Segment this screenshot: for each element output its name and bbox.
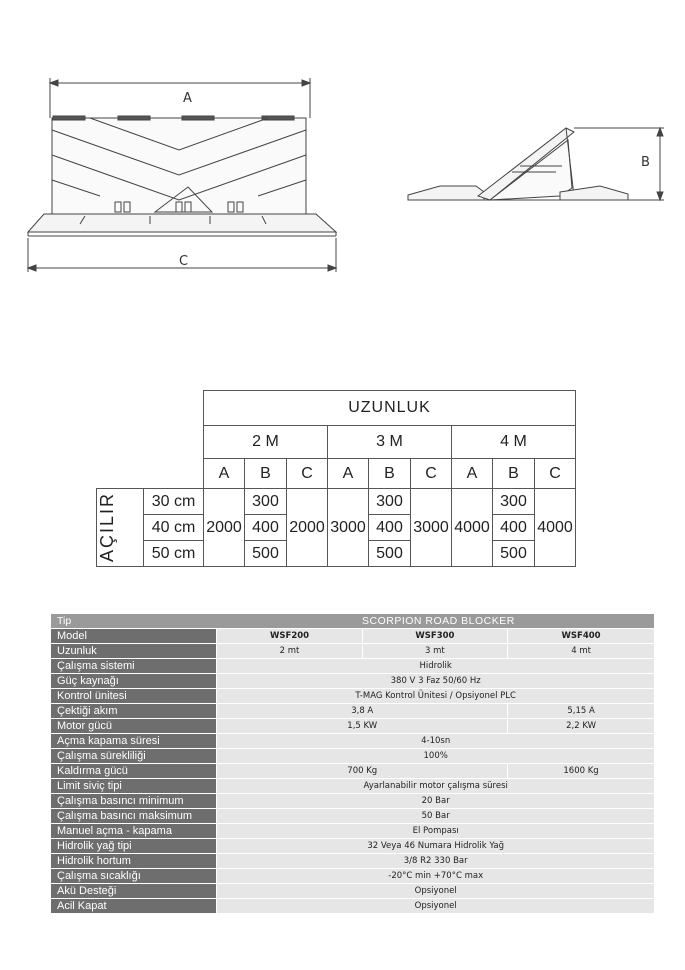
col-a: A <box>452 459 493 489</box>
dimension-a-label: A <box>183 91 192 106</box>
spec-value: 3 mt <box>362 644 507 659</box>
spec-value: 1600 Kg <box>508 764 654 779</box>
spec-label: Hidrolik yağ tipi <box>51 839 217 854</box>
col-a: A <box>204 459 245 489</box>
opening-label-cell <box>97 489 144 567</box>
dimension-table <box>96 390 576 567</box>
spec-label: Çalışma sürekliliği <box>51 749 217 764</box>
spec-value: 3,8 A <box>217 704 508 719</box>
spec-table <box>51 614 654 914</box>
spec-label: Çalışma basıncı minimum <box>51 794 217 809</box>
row-label: 40 cm <box>144 515 204 541</box>
spec-value: -20°C min +70°C max <box>217 869 654 884</box>
cell-b: 400 <box>369 515 411 541</box>
spec-header-label: Tip <box>51 614 217 629</box>
opening-label: AÇILIR <box>97 492 117 563</box>
cell-b: 300 <box>369 489 411 515</box>
spec-value: Opsiyonel <box>217 899 654 914</box>
length-3m: 3 M <box>328 426 452 459</box>
spec-label: Model <box>51 629 217 644</box>
col-a: A <box>328 459 369 489</box>
spec-value: 380 V 3 Faz 50/60 Hz <box>217 674 654 689</box>
spec-label: Çalışma sıcaklığı <box>51 869 217 884</box>
cell-c: 4000 <box>535 489 576 567</box>
cell-b: 500 <box>245 541 287 567</box>
spec-label: Manuel açma - kapama <box>51 824 217 839</box>
spec-value: 3/8 R2 330 Bar <box>217 854 654 869</box>
col-c: C <box>287 459 328 489</box>
blocker-front-view <box>28 116 336 236</box>
length-2m: 2 M <box>204 426 328 459</box>
cell-a: 2000 <box>204 489 245 567</box>
spec-value: 32 Veya 46 Numara Hidrolik Yağ <box>217 839 654 854</box>
cell-a: 4000 <box>452 489 493 567</box>
spec-label: Motor gücü <box>51 719 217 734</box>
spec-value: 5,15 A <box>508 704 654 719</box>
spec-label: Akü Desteği <box>51 884 217 899</box>
col-b: B <box>245 459 287 489</box>
spec-label: Çalışma sistemi <box>51 659 217 674</box>
length-4m: 4 M <box>452 426 576 459</box>
col-b: B <box>493 459 535 489</box>
spec-value: Hidrolik <box>217 659 654 674</box>
spec-value: 700 Kg <box>217 764 508 779</box>
spec-label: Çalışma basıncı maksimum <box>51 809 217 824</box>
spec-value: 4 mt <box>508 644 654 659</box>
col-c: C <box>411 459 452 489</box>
spec-label: Güç kaynağı <box>51 674 217 689</box>
spec-value: 4-10sn <box>217 734 654 749</box>
spec-value: 1,5 KW <box>217 719 508 734</box>
spec-label: Limit siviç tipi <box>51 779 217 794</box>
cell-b: 400 <box>245 515 287 541</box>
model-name: WSF200 <box>217 629 362 644</box>
spec-label: Açma kapama süresi <box>51 734 217 749</box>
spec-label: Kaldırma gücü <box>51 764 217 779</box>
spec-value: El Pompası <box>217 824 654 839</box>
spec-label: Kontrol ünitesi <box>51 689 217 704</box>
cell-a: 3000 <box>328 489 369 567</box>
spec-value: Opsiyonel <box>217 884 654 899</box>
dimension-b-label: B <box>641 155 650 170</box>
spec-header-title: SCORPION ROAD BLOCKER <box>217 614 654 629</box>
technical-drawing <box>0 0 685 300</box>
row-label: 30 cm <box>144 489 204 515</box>
cell-c: 2000 <box>287 489 328 567</box>
col-c: C <box>535 459 576 489</box>
spec-label: Çektiği akım <box>51 704 217 719</box>
spec-value: 20 Bar <box>217 794 654 809</box>
model-name: WSF300 <box>362 629 507 644</box>
row-label: 50 cm <box>144 541 204 567</box>
length-header: UZUNLUK <box>204 391 576 426</box>
spec-value: T-MAG Kontrol Ünitesi / Opsiyonel PLC <box>217 689 654 704</box>
spec-value: 50 Bar <box>217 809 654 824</box>
blocker-side-view <box>408 128 628 200</box>
spec-value: 2,2 KW <box>508 719 654 734</box>
col-b: B <box>369 459 411 489</box>
spec-label: Acil Kapat <box>51 899 217 914</box>
spec-value: 100% <box>217 749 654 764</box>
spec-value: 2 mt <box>217 644 362 659</box>
cell-b: 300 <box>245 489 287 515</box>
cell-b: 300 <box>493 489 535 515</box>
cell-b: 500 <box>493 541 535 567</box>
cell-c: 3000 <box>411 489 452 567</box>
spec-label: Hidrolik hortum <box>51 854 217 869</box>
dimension-c-label: C <box>179 254 189 269</box>
cell-b: 500 <box>369 541 411 567</box>
spec-value: Ayarlanabilir motor çalışma süresi <box>217 779 654 794</box>
cell-b: 400 <box>493 515 535 541</box>
model-name: WSF400 <box>508 629 654 644</box>
spec-label: Uzunluk <box>51 644 217 659</box>
